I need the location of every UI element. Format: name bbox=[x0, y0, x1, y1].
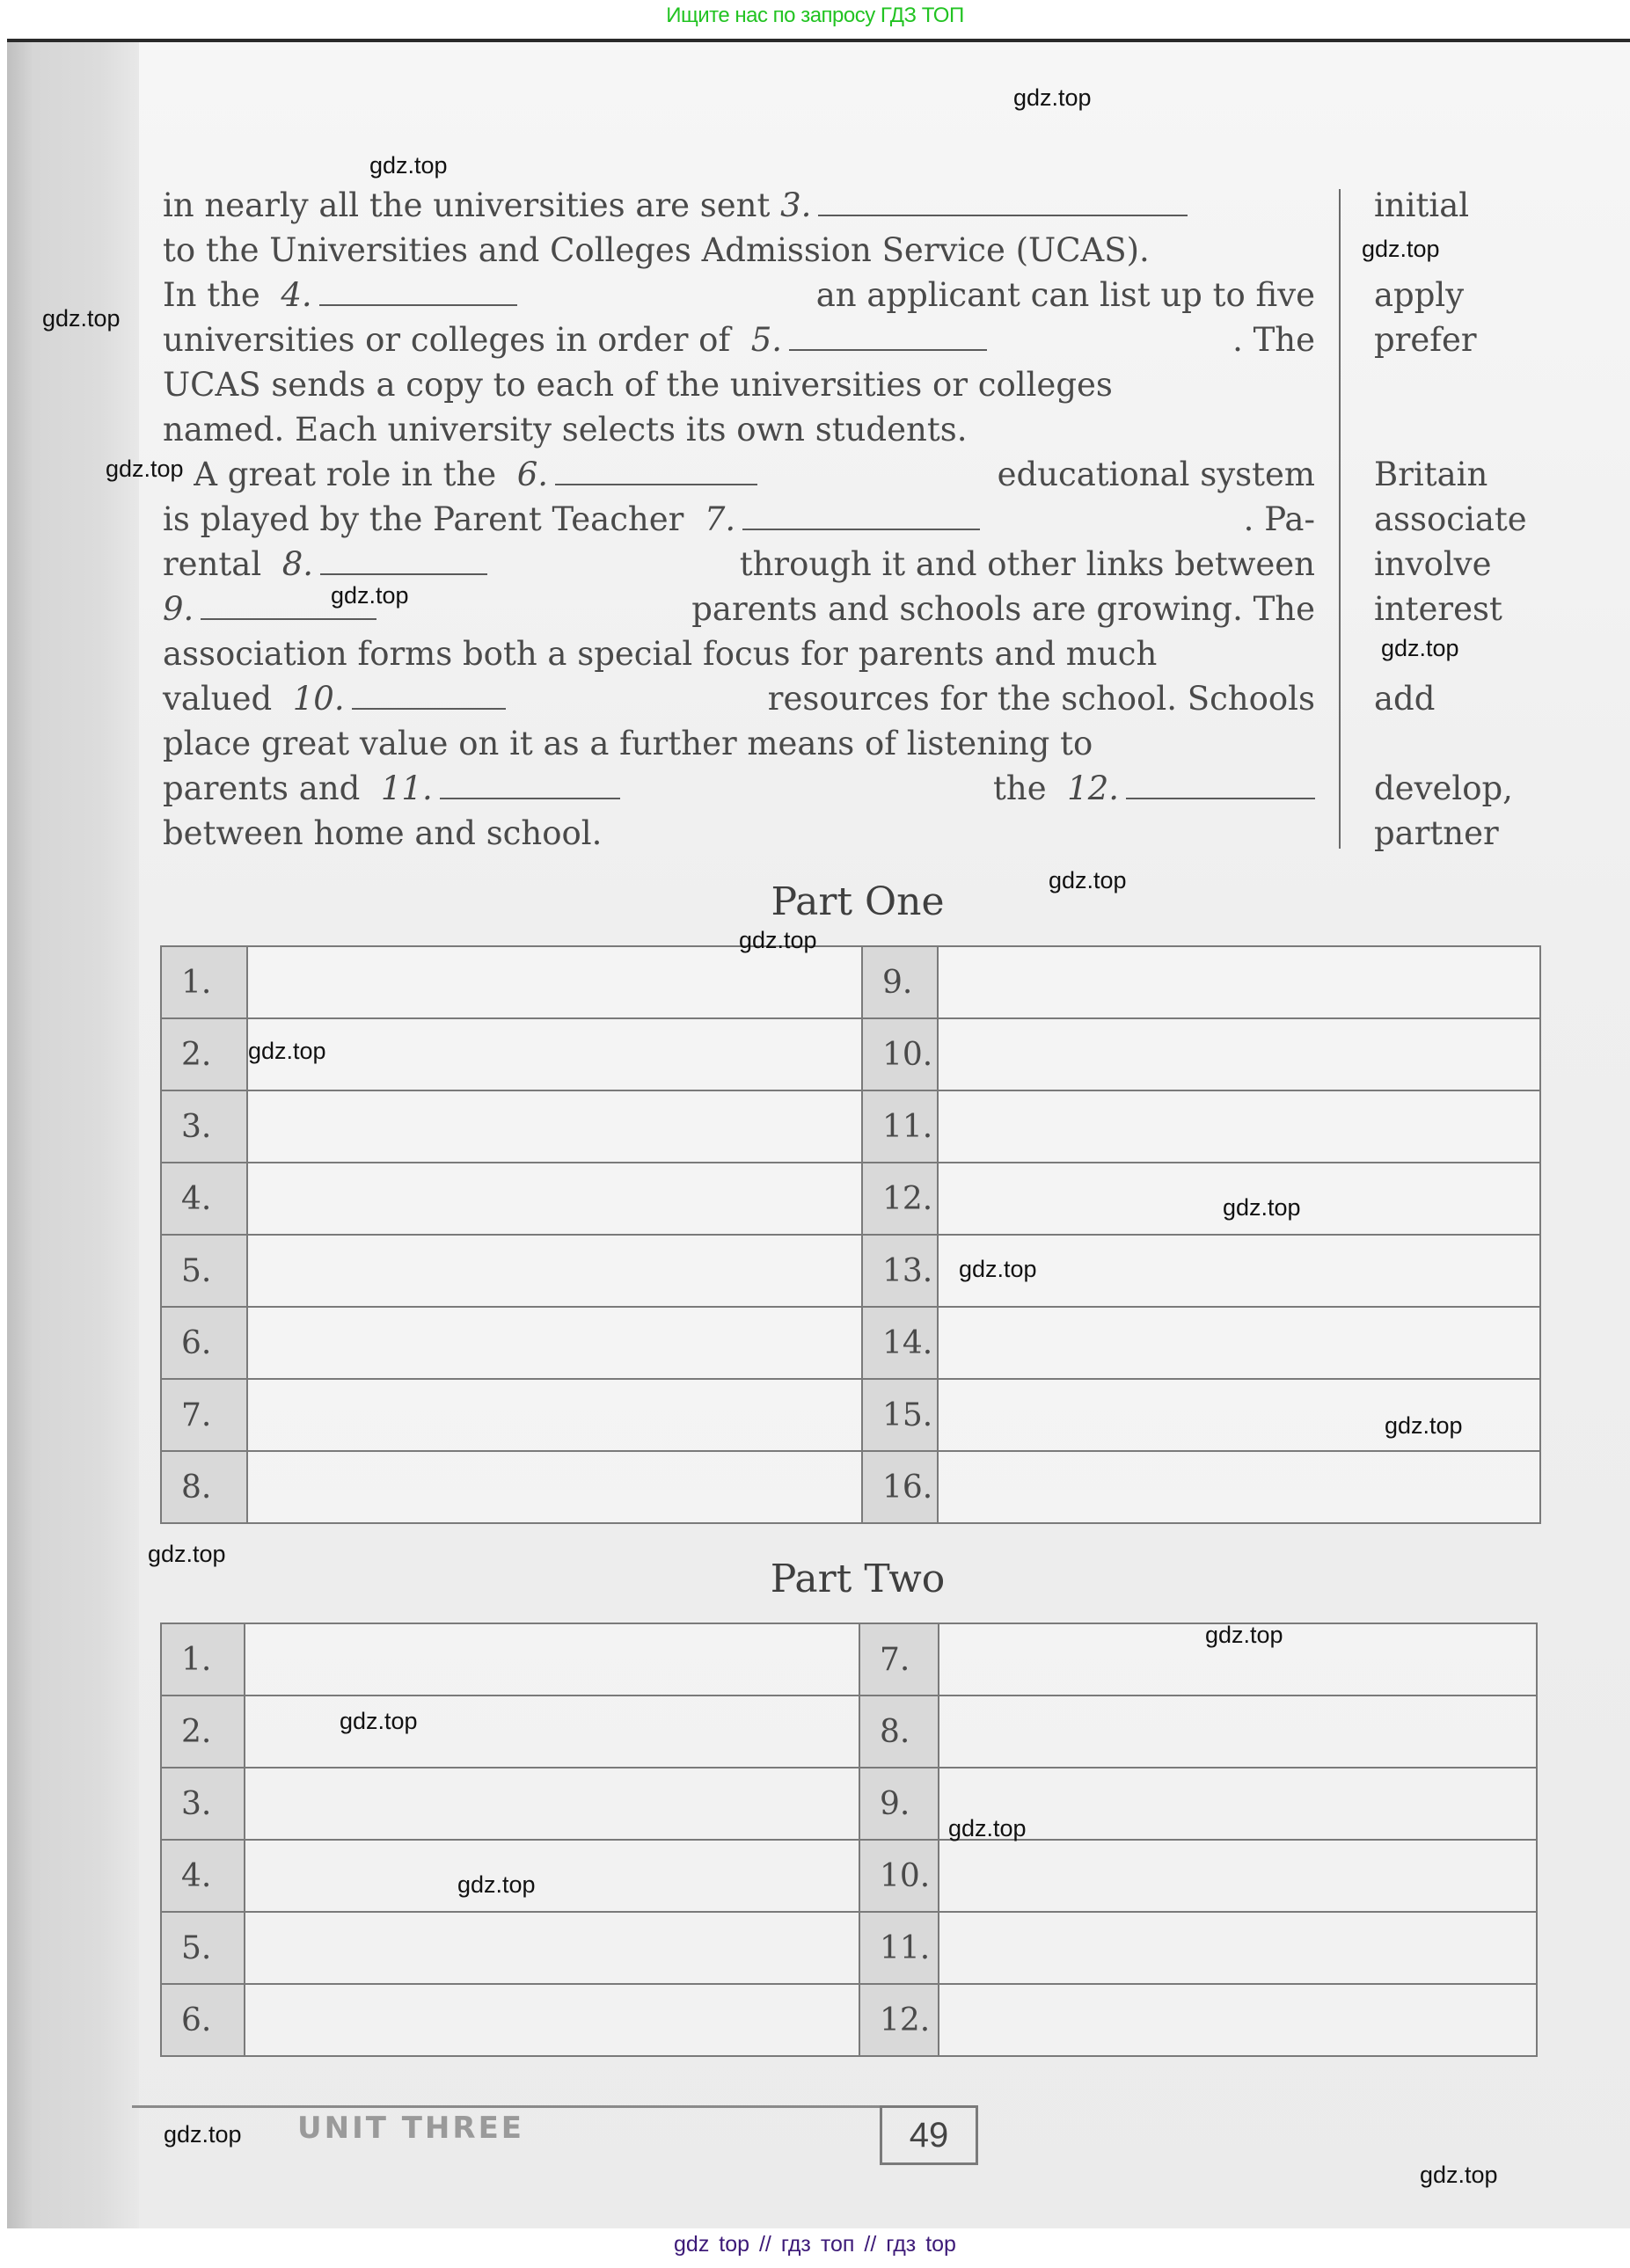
blank-number: 10. bbox=[292, 680, 345, 718]
blank-number: 7. bbox=[704, 500, 736, 538]
footer-rule bbox=[132, 2105, 978, 2108]
item-number: 6. bbox=[161, 1307, 247, 1379]
part-two-title: Part Two bbox=[770, 1557, 946, 1601]
word-bank-item: prefer bbox=[1374, 321, 1477, 359]
text-fragment: an applicant can list up to five bbox=[815, 276, 1315, 314]
table-row bbox=[161, 1768, 1537, 1840]
text-line bbox=[163, 362, 1315, 407]
answer-blank bbox=[555, 452, 757, 485]
text-fragment: is played by the Parent Teacher bbox=[163, 500, 695, 538]
answer-cell[interactable] bbox=[247, 1235, 862, 1307]
watermark: gdz.top bbox=[1013, 84, 1092, 111]
blank-number: 12. bbox=[1067, 769, 1119, 807]
item-number: 3. bbox=[161, 1768, 245, 1840]
item-number: 5. bbox=[161, 1912, 245, 1984]
table-row bbox=[161, 1379, 1540, 1451]
item-number: 11. bbox=[859, 1912, 939, 1984]
text-fragment: through it and other links between bbox=[739, 545, 1315, 583]
text-fragment: the bbox=[993, 769, 1057, 807]
item-number: 12. bbox=[862, 1163, 938, 1235]
word-bank-item: initial bbox=[1374, 186, 1470, 224]
text-line bbox=[163, 721, 1315, 766]
watermark: gdz.top bbox=[42, 305, 121, 332]
item-number: 1. bbox=[161, 946, 247, 1018]
word-bank-item: apply bbox=[1374, 276, 1465, 314]
answer-cell[interactable] bbox=[939, 1696, 1537, 1768]
watermark: gdz.top bbox=[331, 582, 409, 609]
text-fragment: in nearly all the universities are sent bbox=[163, 186, 771, 224]
text-fragment: to the Universities and Colleges Admission Service (UCAS). bbox=[163, 231, 1150, 269]
bottom-banner: gdz top // гдз топ // гдз top bbox=[674, 2232, 956, 2257]
blank-number: 6. bbox=[516, 456, 549, 493]
answer-cell[interactable] bbox=[247, 1090, 862, 1163]
watermark: gdz.top bbox=[1420, 2162, 1498, 2188]
item-number: 13. bbox=[862, 1235, 938, 1307]
table-row bbox=[161, 946, 1540, 1018]
answer-cell[interactable] bbox=[939, 1984, 1537, 2056]
answer-blank bbox=[789, 317, 987, 351]
answer-blank bbox=[440, 766, 620, 799]
item-number: 8. bbox=[859, 1696, 939, 1768]
word-bank-item: associate bbox=[1374, 500, 1527, 538]
item-number: 10. bbox=[862, 1018, 938, 1090]
watermark: gdz.top bbox=[1205, 1622, 1283, 1648]
item-number: 4. bbox=[161, 1163, 247, 1235]
table-row bbox=[161, 1235, 1540, 1307]
text-line bbox=[163, 811, 1315, 856]
text-fragment: . Pa- bbox=[1243, 500, 1315, 538]
table-row bbox=[161, 1623, 1537, 1696]
blank-number: 11. bbox=[380, 769, 433, 807]
watermark: gdz.top bbox=[457, 1871, 536, 1898]
text-fragment: parents and schools are growing. The bbox=[691, 590, 1315, 628]
word-bank-item: add bbox=[1374, 680, 1436, 718]
item-number: 7. bbox=[161, 1379, 247, 1451]
watermark: gdz.top bbox=[959, 1256, 1037, 1282]
blank-number: 8. bbox=[281, 545, 314, 583]
word-bank-item: develop, bbox=[1374, 769, 1513, 807]
answer-cell[interactable] bbox=[939, 1912, 1537, 1984]
watermark: gdz.top bbox=[369, 152, 448, 179]
word-bank-divider bbox=[1339, 189, 1341, 849]
answer-blank bbox=[319, 273, 517, 306]
item-number: 15. bbox=[862, 1379, 938, 1451]
item-number: 1. bbox=[161, 1623, 245, 1696]
text-line bbox=[163, 497, 1315, 542]
answer-cell[interactable] bbox=[245, 1984, 859, 2056]
word-bank-item: Britain bbox=[1374, 456, 1488, 493]
text-fragment: In the bbox=[163, 276, 271, 314]
item-number: 12. bbox=[859, 1984, 939, 2056]
page-number: 49 bbox=[880, 2105, 978, 2165]
table-row bbox=[161, 1840, 1537, 1912]
item-number: 6. bbox=[161, 1984, 245, 2056]
text-fragment: parents and bbox=[163, 769, 371, 807]
text-fragment: association forms both a special focus for parents and much bbox=[163, 635, 1158, 673]
text-line bbox=[163, 183, 1315, 228]
text-fragment: named. Each university selects its own students. bbox=[163, 411, 968, 448]
text-fragment: educational system bbox=[997, 456, 1315, 493]
answer-blank bbox=[818, 183, 1188, 216]
item-number: 3. bbox=[161, 1090, 247, 1163]
watermark: gdz.top bbox=[1362, 236, 1440, 262]
answer-cell[interactable] bbox=[245, 1840, 859, 1912]
word-bank-item: interest bbox=[1374, 590, 1502, 628]
text-line bbox=[163, 631, 1315, 676]
answer-cell[interactable] bbox=[245, 1768, 859, 1840]
text-fragment: valued bbox=[163, 680, 282, 718]
blank-number: 5. bbox=[750, 321, 782, 359]
part-one-answer-table bbox=[160, 945, 1541, 1524]
answer-cell[interactable] bbox=[938, 1018, 1540, 1090]
book-spine-shadow bbox=[7, 42, 139, 2228]
text-fragment: between home and school. bbox=[163, 814, 603, 852]
blank-number: 3. bbox=[780, 186, 812, 224]
text-fragment: rental bbox=[163, 545, 272, 583]
answer-cell[interactable] bbox=[939, 1768, 1537, 1840]
answer-blank bbox=[742, 497, 980, 530]
text-line bbox=[163, 766, 1315, 811]
item-number: 4. bbox=[161, 1840, 245, 1912]
answer-cell[interactable] bbox=[245, 1696, 859, 1768]
item-number: 8. bbox=[161, 1451, 247, 1523]
answer-cell[interactable] bbox=[938, 1307, 1540, 1379]
text-fragment: universities or colleges in order of bbox=[163, 321, 741, 359]
answer-cell[interactable] bbox=[247, 1307, 862, 1379]
part-one-title: Part One bbox=[771, 879, 945, 924]
table-row bbox=[161, 1090, 1540, 1163]
item-number: 2. bbox=[161, 1018, 247, 1090]
table-row bbox=[161, 1018, 1540, 1090]
watermark: gdz.top bbox=[1049, 867, 1127, 893]
answer-cell[interactable] bbox=[247, 946, 862, 1018]
answer-cell[interactable] bbox=[245, 1912, 859, 1984]
text-line bbox=[163, 452, 1315, 497]
exercise-text bbox=[163, 183, 1315, 856]
part-two-answer-table bbox=[160, 1623, 1538, 2057]
text-fragment: resources for the school. Schools bbox=[767, 680, 1315, 718]
watermark: gdz.top bbox=[248, 1038, 326, 1064]
answer-blank bbox=[1126, 766, 1315, 799]
item-number: 14. bbox=[862, 1307, 938, 1379]
watermark: gdz.top bbox=[1385, 1412, 1463, 1439]
text-fragment: UCAS sends a copy to each of the universities or colleges bbox=[163, 366, 1113, 404]
watermark: gdz.top bbox=[106, 456, 184, 482]
item-number: 9. bbox=[859, 1768, 939, 1840]
unit-label: UNIT THREE bbox=[297, 2111, 525, 2146]
answer-cell[interactable] bbox=[939, 1840, 1537, 1912]
answer-cell[interactable] bbox=[938, 946, 1540, 1018]
word-bank-item: partner bbox=[1374, 814, 1499, 852]
table-row bbox=[161, 1912, 1537, 1984]
table-row bbox=[161, 1163, 1540, 1235]
answer-cell[interactable] bbox=[247, 1451, 862, 1523]
answer-blank bbox=[320, 542, 487, 575]
text-line bbox=[163, 676, 1315, 721]
watermark: gdz.top bbox=[948, 1815, 1027, 1841]
item-number: 9. bbox=[862, 946, 938, 1018]
answer-cell[interactable] bbox=[938, 1451, 1540, 1523]
watermark: gdz.top bbox=[739, 927, 817, 953]
watermark: gdz.top bbox=[164, 2121, 242, 2148]
table-row bbox=[161, 1307, 1540, 1379]
text-fragment: A great role in the bbox=[183, 456, 507, 493]
answer-blank bbox=[352, 676, 506, 710]
text-line bbox=[163, 273, 1315, 317]
watermark: gdz.top bbox=[340, 1708, 418, 1734]
table-row bbox=[161, 1451, 1540, 1523]
answer-cell[interactable] bbox=[938, 1090, 1540, 1163]
text-line bbox=[163, 542, 1315, 587]
table-row bbox=[161, 1984, 1537, 2056]
blank-number: 4. bbox=[281, 276, 312, 314]
text-line bbox=[163, 317, 1315, 362]
top-banner: Ищите нас по запросу ГДЗ ТОП bbox=[666, 4, 964, 27]
word-bank-item: involve bbox=[1374, 545, 1492, 583]
item-number: 10. bbox=[859, 1840, 939, 1912]
item-number: 5. bbox=[161, 1235, 247, 1307]
text-fragment: place great value on it as a further means of listening to bbox=[163, 725, 1093, 762]
answer-cell[interactable] bbox=[247, 1163, 862, 1235]
item-number: 16. bbox=[862, 1451, 938, 1523]
item-number: 2. bbox=[161, 1696, 245, 1768]
blank-number: 9. bbox=[163, 590, 194, 628]
watermark: gdz.top bbox=[1381, 635, 1459, 661]
watermark: gdz.top bbox=[148, 1541, 226, 1567]
item-number: 7. bbox=[859, 1623, 939, 1696]
text-line bbox=[163, 407, 1315, 452]
item-number: 11. bbox=[862, 1090, 938, 1163]
text-line bbox=[163, 228, 1315, 273]
answer-cell[interactable] bbox=[247, 1379, 862, 1451]
answer-cell[interactable] bbox=[247, 1018, 862, 1090]
watermark: gdz.top bbox=[1223, 1194, 1301, 1221]
text-fragment: . The bbox=[1232, 321, 1315, 359]
answer-cell[interactable] bbox=[245, 1623, 859, 1696]
